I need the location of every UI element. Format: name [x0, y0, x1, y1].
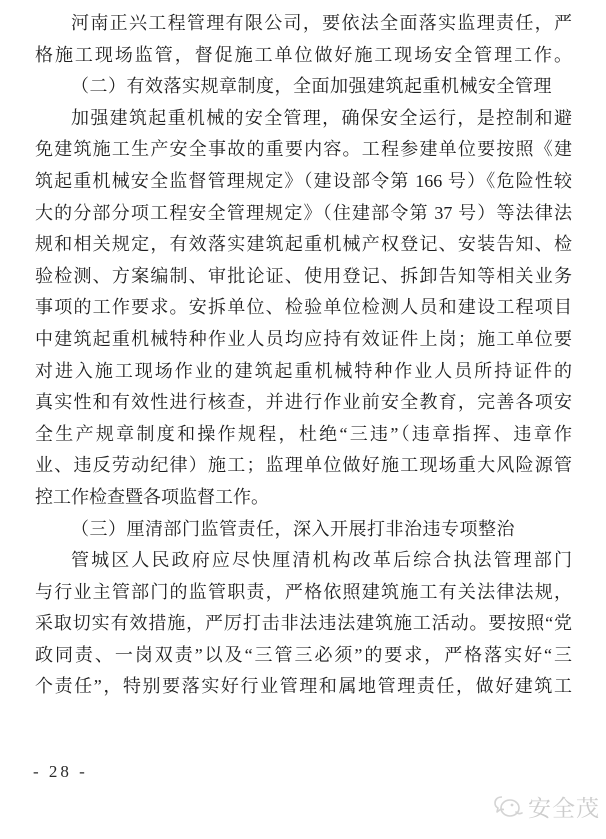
watermark-label: 安全茂 — [528, 795, 600, 821]
text-line: 格施工现场监管，督促施工单位做好施工现场安全管理工作。 — [35, 44, 572, 65]
section-heading: （三）厘清部门监管责任，深入开展打非治违专项整治 — [71, 518, 515, 539]
text-line: 政同责、一岗双责”以及“三管三必须”的要求，严格落实好“三 — [35, 644, 572, 665]
text-line: 河南正兴工程管理有限公司，要依法全面落实监理责任，严 — [71, 13, 572, 33]
text-line: 中建筑起重机械特种作业人员均应持有效证件上岗；施工单位要 — [35, 328, 572, 349]
text-line: 验检测、方案编制、审批论证、使用登记、拆卸告知等相关业务 — [35, 265, 572, 286]
text-line: 对进入施工现场作业的建筑起重机械特种作业人员所持证件的 — [35, 360, 572, 381]
section-heading: （二）有效落实规章制度，全面加强建筑起重机械安全管理 — [71, 76, 552, 97]
text-line: 控工作检查暨各项监督工作。 — [35, 486, 269, 507]
text-line: 真实性和有效性进行核查，并进行作业前安全教育，完善各项安 — [35, 392, 572, 413]
text-line: 大的分部分项工程安全管理规定》（住建部令第 37 号）等法律法 — [35, 202, 572, 223]
text-line: 管城区人民政府应尽快厘清机构改革后综合执法管理部门 — [71, 550, 572, 571]
chat-bubble-logo-icon — [493, 792, 525, 822]
text-line: 个责任”，特别要落实好行业管理和属地管理责任，做好建筑工 — [35, 676, 572, 697]
watermark — [493, 790, 600, 823]
document-body — [35, 8, 572, 703]
text-line: 规和相关规定，有效落实建筑起重机械产权登记、安装告知、检 — [35, 234, 572, 255]
text-line: 事项的工作要求。安拆单位、检验单位检测人员和建设工程项目 — [35, 297, 572, 318]
text-line: 业、违反劳动纪律）施工；监理单位做好施工现场重大风险源管 — [35, 455, 572, 476]
page-number: - 28 - — [33, 762, 88, 781]
text-line: 全生产规章制度和操作规程，杜绝“三违”（违章指挥、违章作 — [35, 423, 572, 444]
text-line: 采取切实有效措施，严厉打击非法违法建筑施工活动。要按照“党 — [35, 613, 572, 634]
text-line: 筑起重机械安全监督管理规定》（建设部令第 166 号）《危险性较 — [35, 170, 572, 191]
text-line: 加强建筑起重机械的安全管理，确保安全运行，是控制和避 — [71, 107, 572, 128]
text-line: 免建筑施工生产安全事故的重要内容。工程参建单位要按照《建 — [35, 139, 572, 160]
text-line: 与行业主管部门的监管职责，严格依照建筑施工有关法律法规， — [35, 581, 572, 602]
